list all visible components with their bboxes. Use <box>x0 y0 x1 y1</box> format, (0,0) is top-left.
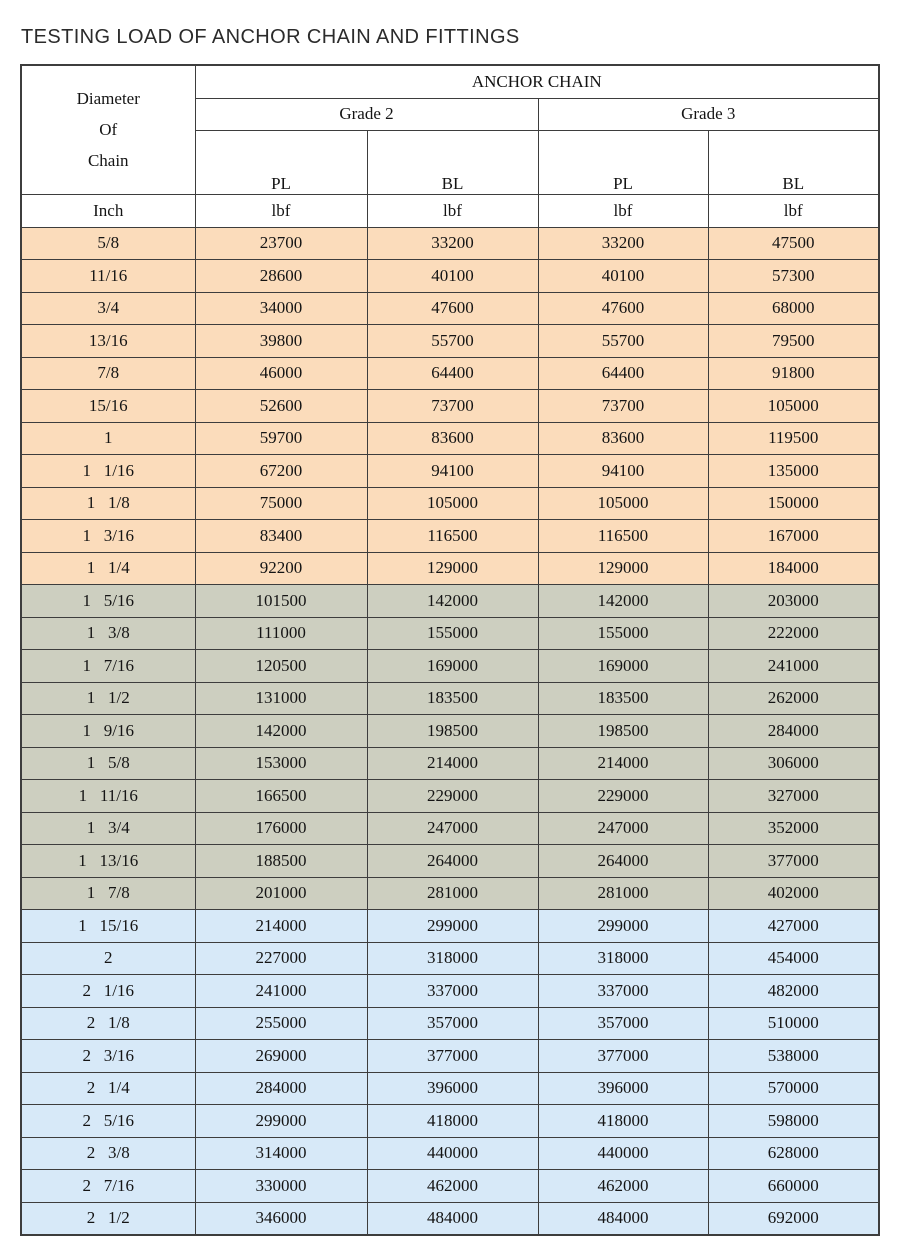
diameter-cell: 1 1/4 <box>21 552 195 585</box>
value-cell: 142000 <box>195 715 367 748</box>
value-cell: 135000 <box>708 455 879 488</box>
table-row <box>21 357 879 390</box>
value-cell: 40100 <box>367 260 538 293</box>
value-cell: 299000 <box>195 1105 367 1138</box>
table-row <box>21 910 879 943</box>
diameter-cell: 2 <box>21 942 195 975</box>
table-row <box>21 877 879 910</box>
value-cell: 198500 <box>538 715 708 748</box>
value-cell: 67200 <box>195 455 367 488</box>
value-cell: 188500 <box>195 845 367 878</box>
value-cell: 284000 <box>195 1072 367 1105</box>
table-row <box>21 552 879 585</box>
diameter-cell: 1 13/16 <box>21 845 195 878</box>
value-cell: 284000 <box>708 715 879 748</box>
value-cell: 214000 <box>538 747 708 780</box>
value-cell: 119500 <box>708 422 879 455</box>
diameter-cell: 1 3/16 <box>21 520 195 553</box>
table-row <box>21 520 879 553</box>
value-cell: 142000 <box>367 585 538 618</box>
value-cell: 377000 <box>538 1040 708 1073</box>
table-row <box>21 1105 879 1138</box>
value-cell: 23700 <box>195 227 367 260</box>
value-cell: 91800 <box>708 357 879 390</box>
value-cell: 83600 <box>538 422 708 455</box>
value-cell: 357000 <box>538 1007 708 1040</box>
value-cell: 33200 <box>367 227 538 260</box>
table-row <box>21 227 879 260</box>
value-cell: 264000 <box>367 845 538 878</box>
value-cell: 402000 <box>708 877 879 910</box>
value-cell: 75000 <box>195 487 367 520</box>
value-cell: 183500 <box>538 682 708 715</box>
diameter-cell: 1 1/16 <box>21 455 195 488</box>
value-cell: 484000 <box>538 1202 708 1235</box>
value-cell: 262000 <box>708 682 879 715</box>
diameter-cell: 1 7/8 <box>21 877 195 910</box>
table-row <box>21 715 879 748</box>
diameter-cell: 2 5/16 <box>21 1105 195 1138</box>
diameter-cell: 1 1/2 <box>21 682 195 715</box>
value-cell: 47500 <box>708 227 879 260</box>
diameter-cell: 1 11/16 <box>21 780 195 813</box>
table-row <box>21 747 879 780</box>
value-cell: 538000 <box>708 1040 879 1073</box>
value-cell: 183500 <box>367 682 538 715</box>
value-cell: 176000 <box>195 812 367 845</box>
value-cell: 222000 <box>708 617 879 650</box>
value-cell: 142000 <box>538 585 708 618</box>
value-cell: 440000 <box>538 1137 708 1170</box>
value-cell: 64400 <box>367 357 538 390</box>
value-cell: 57300 <box>708 260 879 293</box>
value-cell: 153000 <box>195 747 367 780</box>
value-cell: 598000 <box>708 1105 879 1138</box>
value-cell: 281000 <box>367 877 538 910</box>
diameter-cell: 2 1/2 <box>21 1202 195 1235</box>
table-row <box>21 585 879 618</box>
value-cell: 52600 <box>195 390 367 423</box>
value-cell: 68000 <box>708 292 879 325</box>
value-cell: 229000 <box>538 780 708 813</box>
diameter-cell: 2 3/8 <box>21 1137 195 1170</box>
value-cell: 131000 <box>195 682 367 715</box>
value-cell: 377000 <box>367 1040 538 1073</box>
value-cell: 570000 <box>708 1072 879 1105</box>
table-header <box>21 65 879 227</box>
table-row <box>21 1040 879 1073</box>
header-unit-lbf-4: lbf <box>708 194 879 227</box>
value-cell: 299000 <box>367 910 538 943</box>
value-cell: 198500 <box>367 715 538 748</box>
table-row <box>21 325 879 358</box>
value-cell: 39800 <box>195 325 367 358</box>
diameter-cell: 3/4 <box>21 292 195 325</box>
value-cell: 346000 <box>195 1202 367 1235</box>
value-cell: 73700 <box>367 390 538 423</box>
value-cell: 105000 <box>367 487 538 520</box>
diameter-cell: 2 1/8 <box>21 1007 195 1040</box>
value-cell: 47600 <box>367 292 538 325</box>
table-row <box>21 260 879 293</box>
header-anchor-chain: ANCHOR CHAIN <box>195 65 879 98</box>
table-body <box>21 227 879 1235</box>
diameter-cell: 13/16 <box>21 325 195 358</box>
value-cell: 396000 <box>367 1072 538 1105</box>
value-cell: 214000 <box>367 747 538 780</box>
value-cell: 92200 <box>195 552 367 585</box>
header-pl-grade2: PL <box>195 130 367 194</box>
value-cell: 227000 <box>195 942 367 975</box>
value-cell: 484000 <box>367 1202 538 1235</box>
value-cell: 352000 <box>708 812 879 845</box>
value-cell: 28600 <box>195 260 367 293</box>
value-cell: 94100 <box>538 455 708 488</box>
value-cell: 169000 <box>367 650 538 683</box>
diameter-cell: 5/8 <box>21 227 195 260</box>
value-cell: 111000 <box>195 617 367 650</box>
diameter-cell: 1 3/8 <box>21 617 195 650</box>
value-cell: 247000 <box>538 812 708 845</box>
value-cell: 40100 <box>538 260 708 293</box>
table-row <box>21 812 879 845</box>
value-cell: 357000 <box>367 1007 538 1040</box>
header-grade-3: Grade 3 <box>538 98 879 130</box>
diameter-cell: 1 9/16 <box>21 715 195 748</box>
table-row <box>21 1007 879 1040</box>
diameter-cell: 1 <box>21 422 195 455</box>
value-cell: 510000 <box>708 1007 879 1040</box>
anchor-chain-table <box>20 64 880 1236</box>
value-cell: 229000 <box>367 780 538 813</box>
value-cell: 79500 <box>708 325 879 358</box>
table-row <box>21 422 879 455</box>
value-cell: 314000 <box>195 1137 367 1170</box>
header-bl-grade3: BL <box>708 130 879 194</box>
value-cell: 318000 <box>538 942 708 975</box>
header-diameter-line3: Chain <box>87 151 129 171</box>
value-cell: 167000 <box>708 520 879 553</box>
value-cell: 327000 <box>708 780 879 813</box>
table-row <box>21 1202 879 1235</box>
value-cell: 59700 <box>195 422 367 455</box>
header-diameter <box>21 65 195 194</box>
value-cell: 337000 <box>367 975 538 1008</box>
value-cell: 692000 <box>708 1202 879 1235</box>
value-cell: 330000 <box>195 1170 367 1203</box>
value-cell: 120500 <box>195 650 367 683</box>
header-unit-lbf-3: lbf <box>538 194 708 227</box>
header-unit-lbf-1: lbf <box>195 194 367 227</box>
value-cell: 264000 <box>538 845 708 878</box>
diameter-cell: 2 1/16 <box>21 975 195 1008</box>
table-row <box>21 292 879 325</box>
table-row <box>21 650 879 683</box>
header-pl-grade3: PL <box>538 130 708 194</box>
diameter-cell: 1 5/8 <box>21 747 195 780</box>
value-cell: 377000 <box>708 845 879 878</box>
value-cell: 440000 <box>367 1137 538 1170</box>
value-cell: 299000 <box>538 910 708 943</box>
diameter-cell: 1 3/4 <box>21 812 195 845</box>
value-cell: 241000 <box>708 650 879 683</box>
value-cell: 184000 <box>708 552 879 585</box>
header-unit-inch: Inch <box>21 194 195 227</box>
header-grade-2: Grade 2 <box>195 98 538 130</box>
value-cell: 247000 <box>367 812 538 845</box>
value-cell: 73700 <box>538 390 708 423</box>
value-cell: 83600 <box>367 422 538 455</box>
value-cell: 155000 <box>538 617 708 650</box>
table-row <box>21 390 879 423</box>
header-diameter-line1: Diameter <box>76 89 140 109</box>
value-cell: 203000 <box>708 585 879 618</box>
value-cell: 306000 <box>708 747 879 780</box>
table-row <box>21 845 879 878</box>
value-cell: 129000 <box>367 552 538 585</box>
value-cell: 281000 <box>538 877 708 910</box>
value-cell: 116500 <box>367 520 538 553</box>
value-cell: 241000 <box>195 975 367 1008</box>
diameter-cell: 2 7/16 <box>21 1170 195 1203</box>
diameter-cell: 1 7/16 <box>21 650 195 683</box>
diameter-cell: 2 3/16 <box>21 1040 195 1073</box>
header-bl-grade2: BL <box>367 130 538 194</box>
value-cell: 628000 <box>708 1137 879 1170</box>
table-row <box>21 455 879 488</box>
table-row <box>21 780 879 813</box>
value-cell: 116500 <box>538 520 708 553</box>
value-cell: 396000 <box>538 1072 708 1105</box>
value-cell: 418000 <box>538 1105 708 1138</box>
diameter-cell: 7/8 <box>21 357 195 390</box>
value-cell: 34000 <box>195 292 367 325</box>
diameter-cell: 15/16 <box>21 390 195 423</box>
value-cell: 454000 <box>708 942 879 975</box>
diameter-cell: 2 1/4 <box>21 1072 195 1105</box>
value-cell: 269000 <box>195 1040 367 1073</box>
diameter-cell: 11/16 <box>21 260 195 293</box>
diameter-cell: 1 15/16 <box>21 910 195 943</box>
table-row <box>21 682 879 715</box>
table-row <box>21 942 879 975</box>
table-row <box>21 487 879 520</box>
value-cell: 55700 <box>367 325 538 358</box>
value-cell: 129000 <box>538 552 708 585</box>
table-row <box>21 975 879 1008</box>
value-cell: 427000 <box>708 910 879 943</box>
value-cell: 33200 <box>538 227 708 260</box>
value-cell: 169000 <box>538 650 708 683</box>
table-row <box>21 1072 879 1105</box>
value-cell: 105000 <box>708 390 879 423</box>
value-cell: 94100 <box>367 455 538 488</box>
value-cell: 660000 <box>708 1170 879 1203</box>
header-diameter-line2: Of <box>99 120 118 140</box>
value-cell: 482000 <box>708 975 879 1008</box>
value-cell: 462000 <box>538 1170 708 1203</box>
table-row <box>21 1170 879 1203</box>
table-row <box>21 1137 879 1170</box>
value-cell: 255000 <box>195 1007 367 1040</box>
value-cell: 55700 <box>538 325 708 358</box>
value-cell: 155000 <box>367 617 538 650</box>
diameter-cell: 1 1/8 <box>21 487 195 520</box>
value-cell: 166500 <box>195 780 367 813</box>
value-cell: 83400 <box>195 520 367 553</box>
value-cell: 101500 <box>195 585 367 618</box>
value-cell: 105000 <box>538 487 708 520</box>
diameter-cell: 1 5/16 <box>21 585 195 618</box>
value-cell: 214000 <box>195 910 367 943</box>
header-unit-lbf-2: lbf <box>367 194 538 227</box>
value-cell: 64400 <box>538 357 708 390</box>
value-cell: 201000 <box>195 877 367 910</box>
value-cell: 150000 <box>708 487 879 520</box>
value-cell: 418000 <box>367 1105 538 1138</box>
table-row <box>21 617 879 650</box>
value-cell: 462000 <box>367 1170 538 1203</box>
page-title: TESTING LOAD OF ANCHOR CHAIN AND FITTINGS <box>21 26 520 48</box>
value-cell: 318000 <box>367 942 538 975</box>
value-cell: 337000 <box>538 975 708 1008</box>
value-cell: 47600 <box>538 292 708 325</box>
value-cell: 46000 <box>195 357 367 390</box>
